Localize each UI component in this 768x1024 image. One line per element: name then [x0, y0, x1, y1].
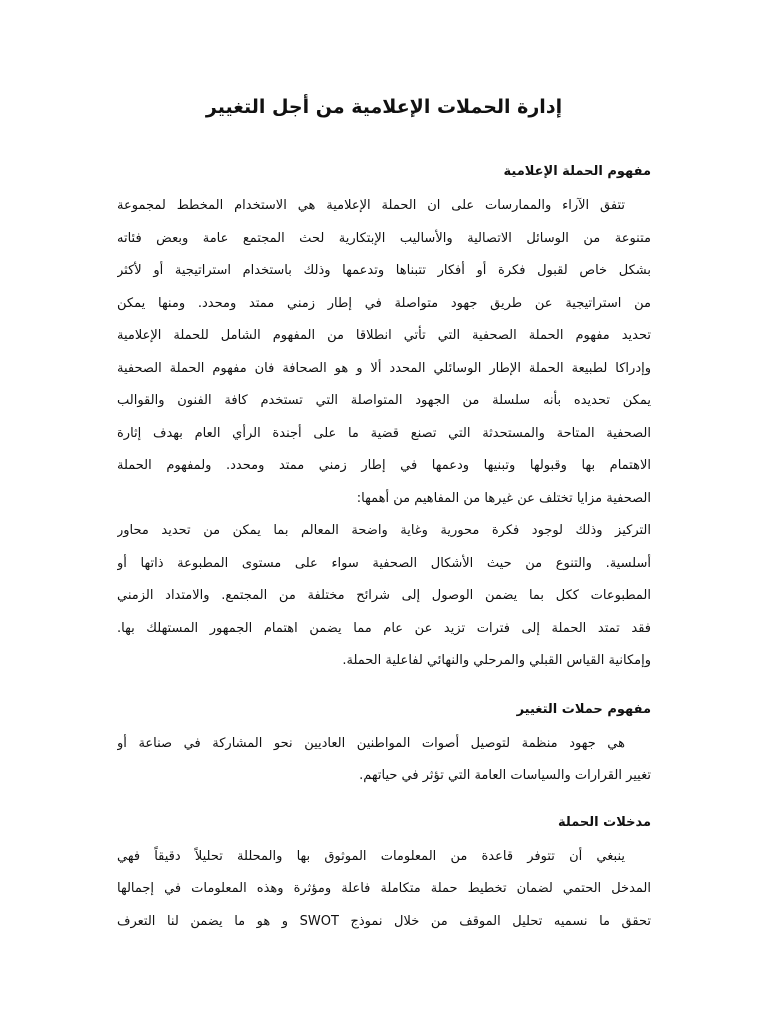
document-title: إدارة الحملات الإعلامية من أجل التغيير	[205, 96, 563, 118]
paragraph-line: فقد تمتد الحملة إلى فترات تزيد عن عام مما يضمن اهتمام الجمهور المستهلك بها.	[117, 620, 651, 636]
section-campaign-inputs	[117, 813, 651, 939]
paragraph-line: الصحفية مزايا تختلف عن غيرها من المفاهيم من أهمها:	[356, 490, 651, 506]
paragraph-line: الصحفية المتاحة والمستحدثة التي تصنع قضية ما على أجندة الرأي العام بهدف إثارة	[117, 425, 651, 441]
paragraph-line: ينبغي أن تتوفر قاعدة من المعلومات الموثوق بها والمحللة تحليلاً دقيقاً فهي	[117, 848, 625, 864]
paragraph-line: هي جهود منظمة لتوصيل أصوات المواطنين العاديين نحو المشاركة في صناعة أو	[117, 735, 625, 751]
paragraph	[117, 841, 651, 939]
section-heading: مدخلات الحملة	[558, 814, 651, 830]
section-media-campaign	[117, 162, 651, 678]
section-heading: مفهوم الحملة الإعلامية	[503, 164, 651, 179]
paragraph-line: وإدراكا لطبيعة الحملة الإطار الوسائلي المحدد ألا و هو الصحافة فان مفهوم الحملة الصحفية	[117, 360, 651, 376]
section-heading: مفهوم حملات التغيير	[516, 701, 651, 717]
paragraph-line: أسلسية. والتنوع من حيث الأشكال الصحفية سواء على مستوى المطبوعة ذاتها أو	[117, 555, 651, 571]
paragraph-line: تحديد مفهوم الحملة الصحفية التي تأتي انطلاقا من المفهوم الشامل للحملة الإعلامية	[117, 328, 651, 343]
paragraph-line: من استراتيجية عن طريق جهود متواصلة في إطار زمني ممتد ومحدد. ومنها يمكن	[117, 295, 651, 311]
paragraph-line: المطبوعات ككل بما يضمن الوصول إلى شرائح مختلفة من المجتمع. والامتداد الزمني	[117, 588, 651, 603]
paragraph-line: بشكل خاص لقبول فكرة أو أفكار تتبناها وتدعمها وذلك باستخدام استراتيجية أو لأكثر	[117, 263, 651, 278]
section-spacer	[117, 793, 651, 813]
paragraph-line: يمكن تحديده بأنه سلسلة من الجهود المتواصلة التي تستخدم كافة الفنون والقوالب	[117, 393, 651, 408]
paragraph-line: تحقق ما نسميه تحليل الموقف من خلال نموذج SWOT و هو ما يضمن لنا التعرف	[117, 913, 651, 929]
paragraph-line: وإمكانية القياس القبلي والمرحلي والنهائي لفاعلية الحملة.	[342, 653, 651, 668]
paragraph-line: التركيز وذلك لوجود فكرة محورية وغاية واضحة المعالم بما يمكن من تحديد محاور	[117, 523, 651, 538]
paragraph	[117, 190, 651, 678]
section-change-campaigns	[117, 700, 651, 793]
paragraph	[117, 728, 651, 793]
paragraph-line: متنوعة من الوسائل الاتصالية والأساليب الإبتكارية لحث المجتمع عامة وبعض فئاته	[117, 230, 651, 246]
paragraph-line: تتفق الآراء والممارسات على ان الحملة الإعلامية هي الاستخدام المخطط لمجموعة	[117, 198, 625, 213]
paragraph-line: المدخل الحتمي لضمان تخطيط حملة متكاملة فاعلة ومؤثرة وهذه المعلومات في إجمالها	[117, 881, 651, 896]
section-spacer	[117, 678, 651, 700]
paragraph-line: تغيير القرارات والسياسات العامة التي تؤثر في حياتهم.	[359, 768, 651, 783]
paragraph-line: الاهتمام بها وقبولها وتبنيها ودعمها في إطار زمني ممتد ومحدد. ولمفهوم الحملة	[117, 458, 651, 473]
